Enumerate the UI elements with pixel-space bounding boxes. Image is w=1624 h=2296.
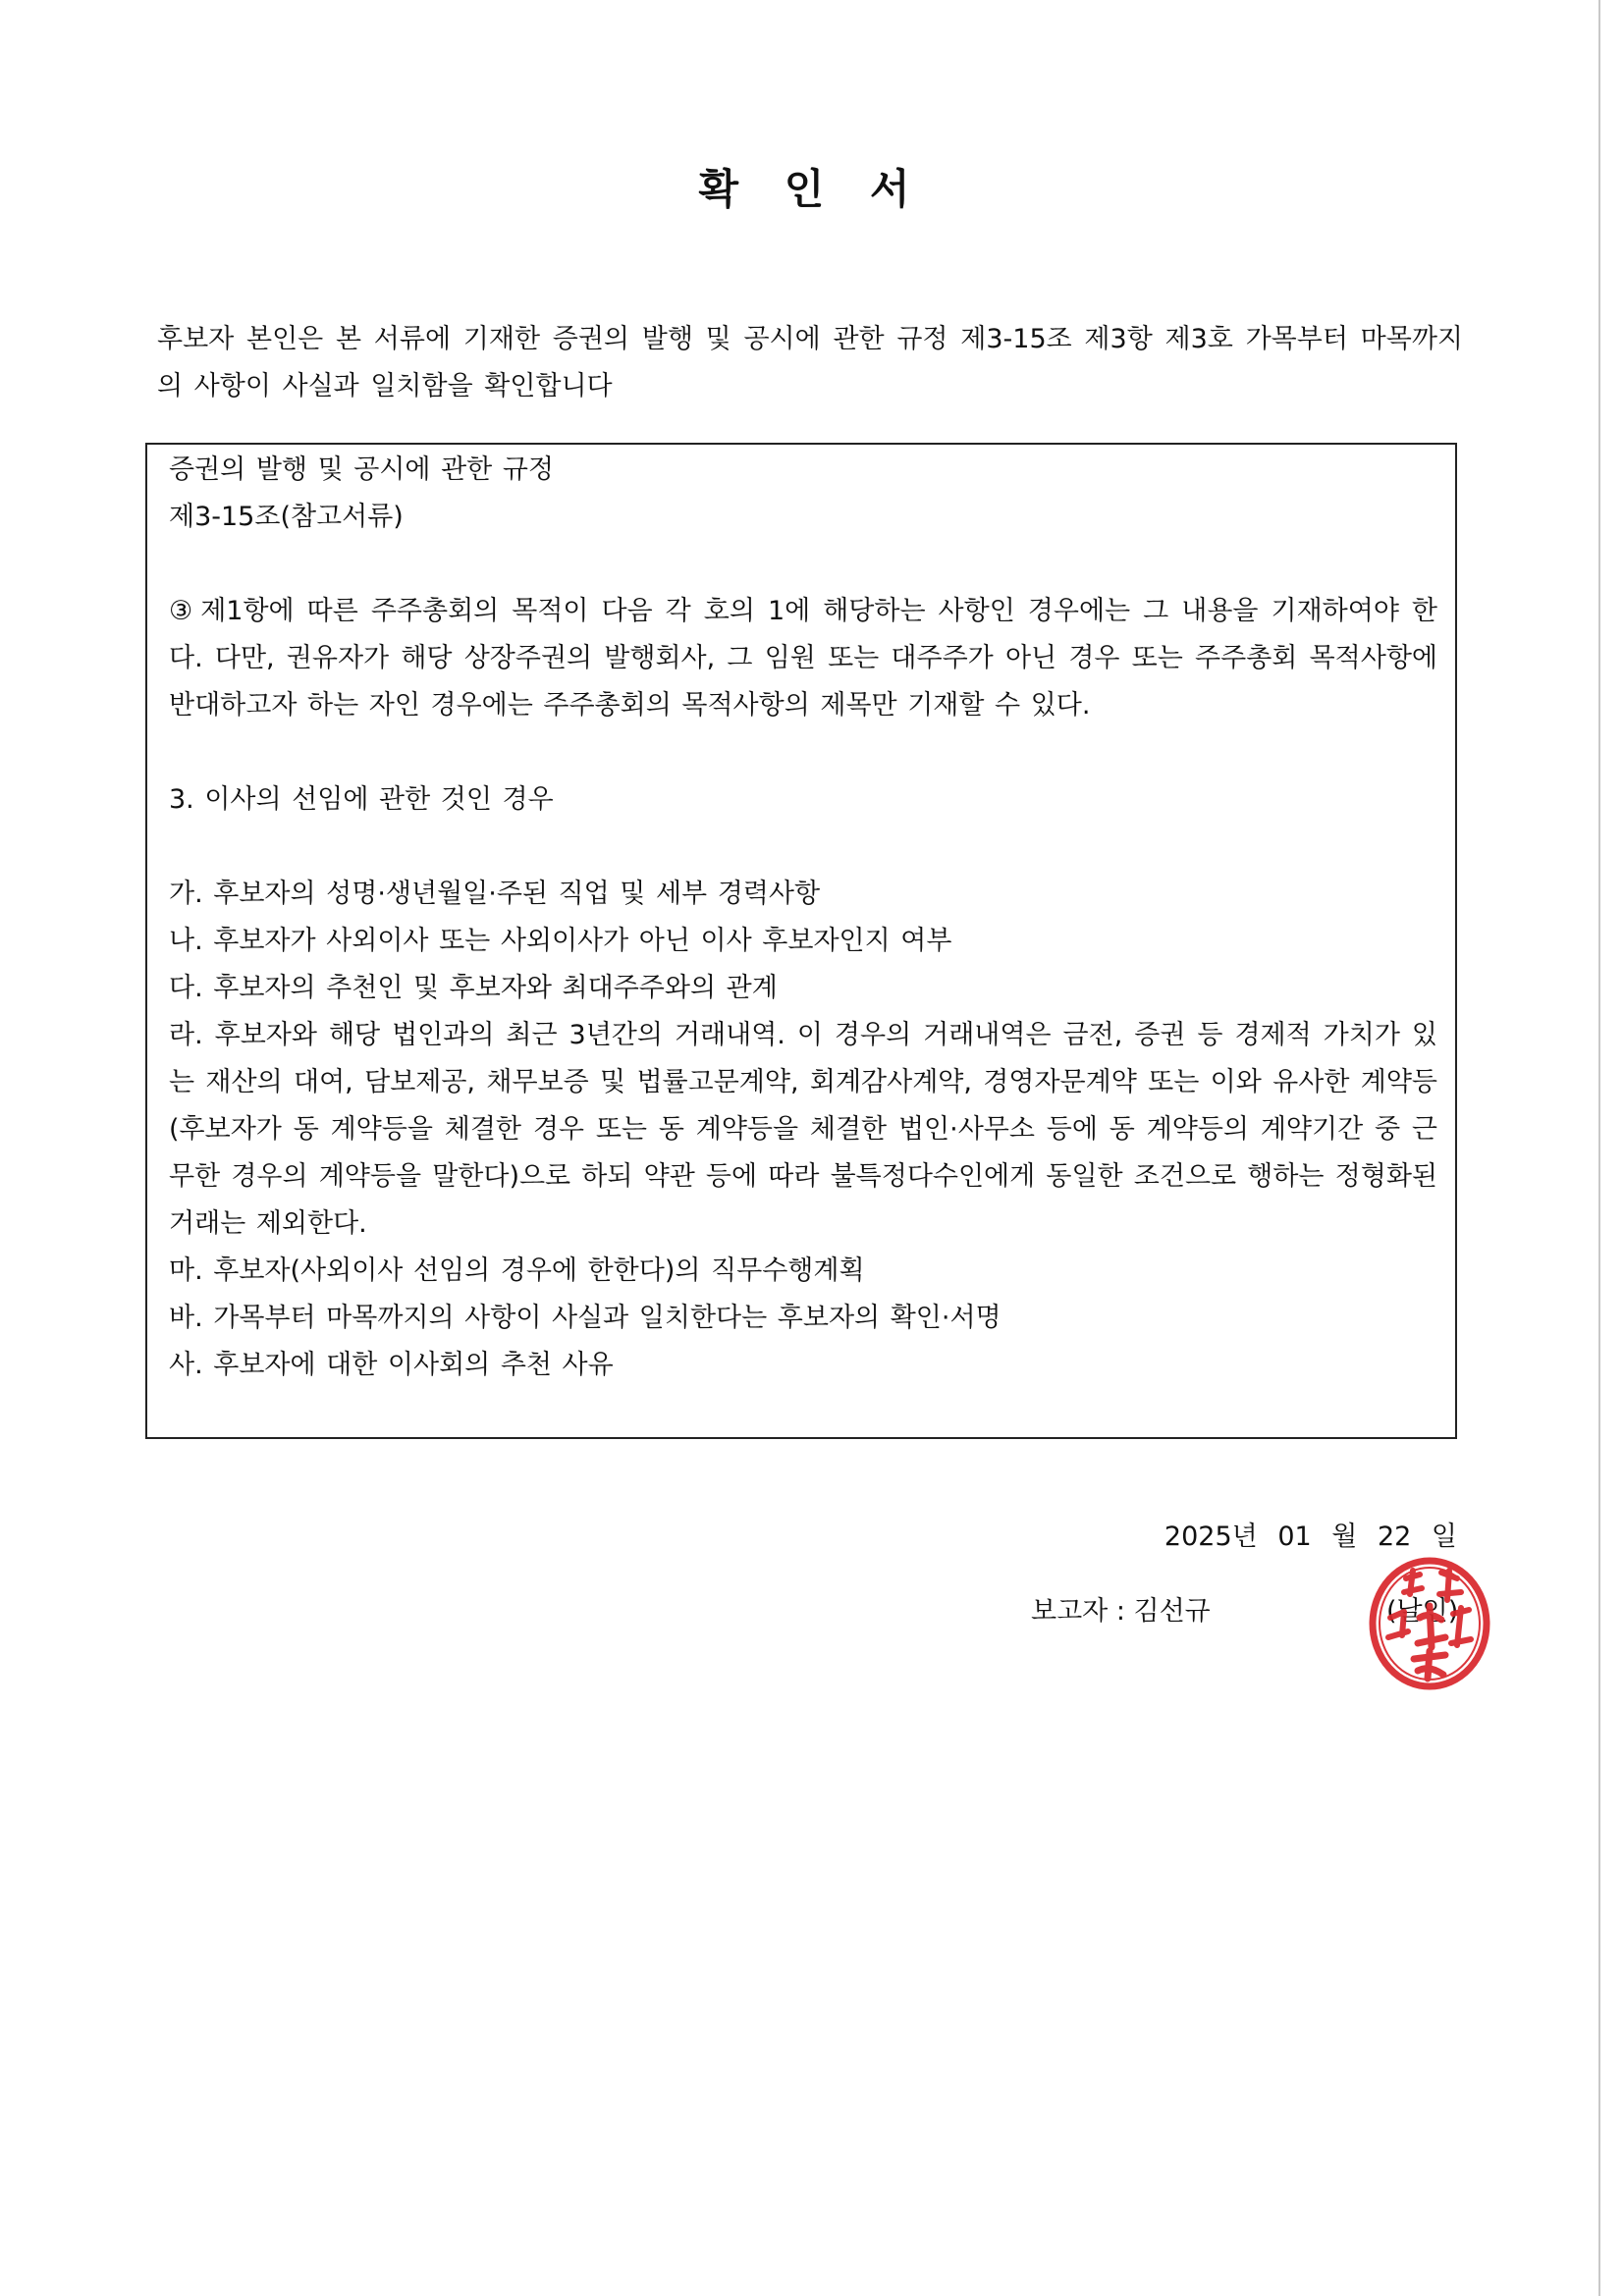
- paragraph-marker: ③: [169, 596, 193, 626]
- regulation-paragraph: [169, 588, 1437, 729]
- section-heading: 3. 이사의 선임에 관한 것인 경우: [169, 784, 554, 815]
- regulation-header: [169, 447, 1437, 541]
- list-item: 바. 가목부터 마목까지의 사항이 사실과 일치한다는 후보자의 확인·서명: [169, 1303, 1001, 1333]
- seal-glyph-2: [1439, 1571, 1461, 1600]
- list-item: 라. 후보자와 해당 법인과의 최근 3년간의 거래내역. 이 경우의 거래내역은 금전, 증권 등 경제적 가치가 있는 재산의 대여, 담보제공, 채무보증 및 법률고문계약, 회계감사계약, 경영자문계약 또는 이와 유사한 계약등(후보자가 동 계약등을 체결한 경우 또는 동 계약등을 체결한 법인·사무소 등에 동 계약등의 계약기간 중 근무한 경우의 계약등을 말한다)으로 하되 약관 등에 따라 불특정다수인에게 동일한 조건으로 행하는 정형화된 거래는 제외한다.: [169, 1020, 1437, 1239]
- list-item: 다. 후보자의 추천인 및 후보자와 최대주주와의 관계: [169, 973, 778, 1003]
- item-list: [169, 871, 1437, 1389]
- intro-statement: 후보자 본인은 본 서류에 기재한 증권의 발행 및 공시에 관한 규정 제3-15조 제3항 제3호 가목부터 마목까지의 사항이 사실과 일치함을 확인합니다: [157, 324, 1463, 401]
- list-item: 가. 후보자의 성명·생년월일·주된 직업 및 세부 경력사항: [169, 879, 821, 909]
- list-item: 마. 후보자(사외이사 선임의 경우에 한한다)의 직무수행계획: [169, 1255, 865, 1286]
- date-day: 22: [1377, 1522, 1412, 1552]
- date-month-unit: 월: [1331, 1522, 1358, 1552]
- document-title: 확 인 서: [698, 165, 926, 213]
- regulation-article: 제3-15조(참고서류): [169, 502, 404, 532]
- date-month: 01: [1277, 1522, 1312, 1552]
- page-edge-line: [1598, 0, 1600, 2296]
- seal-glyph-3: [1388, 1612, 1408, 1637]
- signing-date: [1164, 1515, 1457, 1553]
- paragraph-text: 제1항에 따른 주주총회의 목적이 다음 각 호의 1에 해당하는 사항인 경우에는 그 내용을 기재하여야 한다. 다만, 권유자가 해당 상장주권의 발행회사, 그 임원 또는 대주주가 아닌 경우 또는 주주총회 목적사항에 반대하고자 하는 자인 경우에는 주주총회의 목적사항의 제목만 기재할 수 있다.: [169, 596, 1437, 721]
- date-day-unit: 일: [1431, 1522, 1457, 1552]
- reporter-name: 보고자 : 김선규: [1031, 1596, 1211, 1627]
- seal-glyph-4: [1418, 1606, 1445, 1647]
- seal-mark-label: (날인): [1386, 1596, 1459, 1627]
- regulation-title: 증권의 발행 및 공시에 관한 규정: [169, 454, 554, 485]
- regulation-box: [145, 443, 1457, 1439]
- seal-glyph-6: [1414, 1651, 1445, 1679]
- red-seal-stamp-icon: [1359, 1549, 1496, 1696]
- seal-glyph-5: [1451, 1608, 1471, 1645]
- list-item: 나. 후보자가 사외이사 또는 사외이사가 아닌 이사 후보자인지 여부: [169, 926, 952, 956]
- list-item: 사. 후보자에 대한 이사회의 추천 사유: [169, 1350, 614, 1380]
- date-year: 2025년: [1164, 1522, 1258, 1552]
